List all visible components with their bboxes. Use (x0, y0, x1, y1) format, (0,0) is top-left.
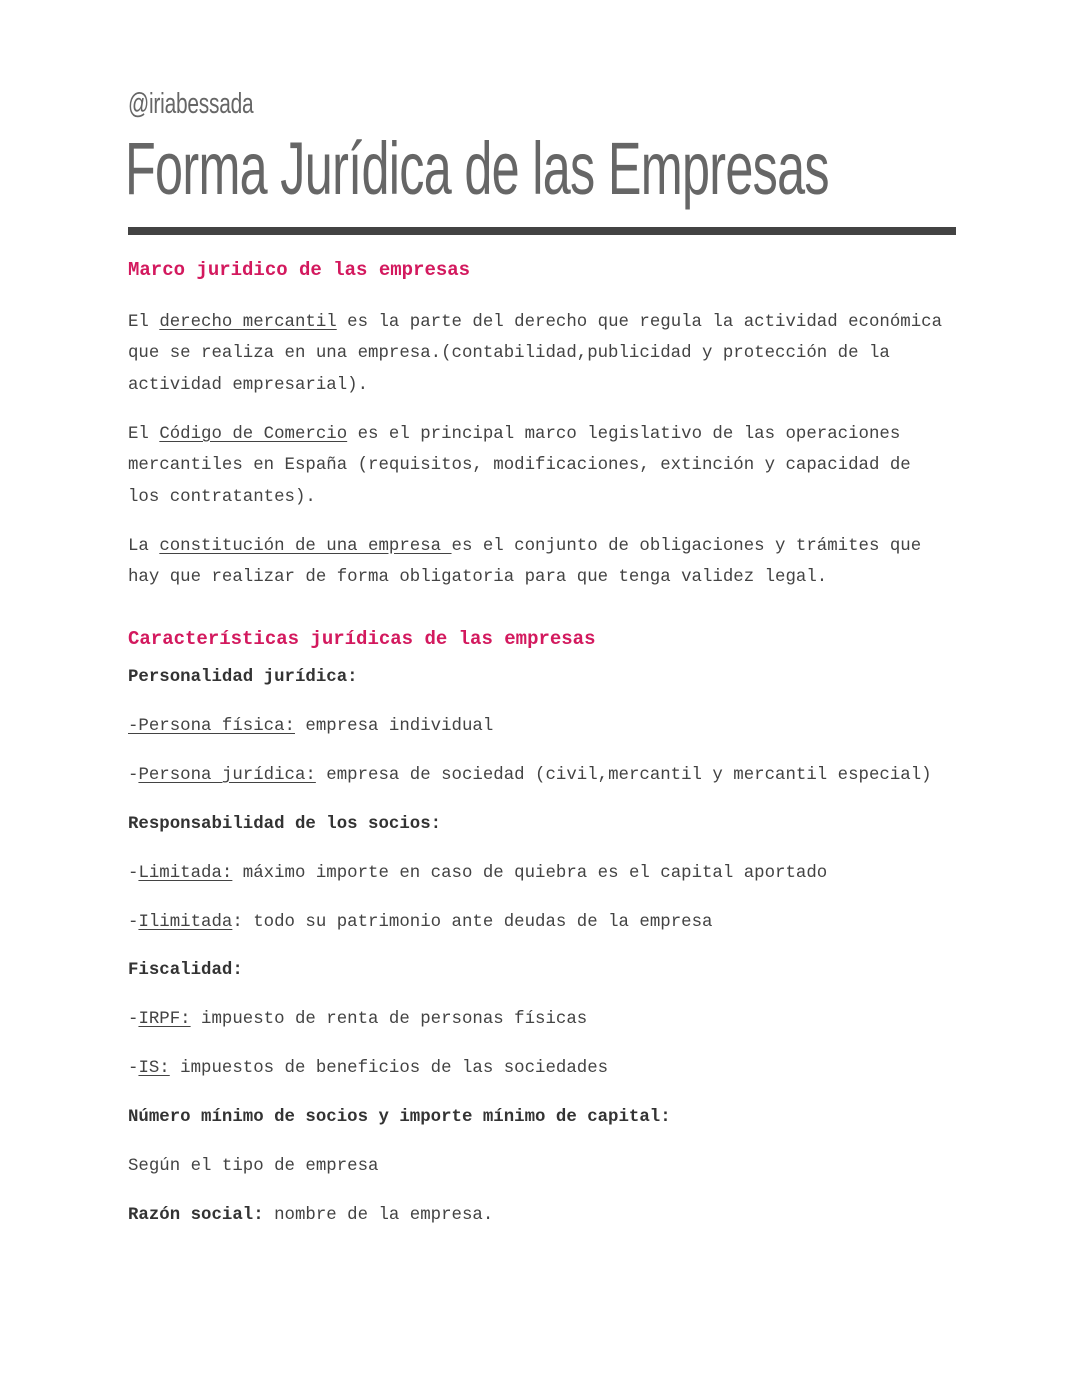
desc: empresa de sociedad (civil,mercantil y mercantil especial) (315, 766, 932, 785)
text: es el principal marco legislativo de las operaciones (347, 425, 901, 444)
text-segun-tipo: Según el tipo de empresa (128, 1157, 379, 1176)
list-item-ilimitada (128, 913, 712, 932)
list-item-persona-juridica (128, 766, 932, 785)
desc: impuesto de renta de personas físicas (190, 1010, 588, 1029)
paragraph-constitucion-empresa (128, 531, 968, 594)
paragraph-codigo-comercio (128, 419, 968, 513)
term-limitada: Limitada: (138, 864, 233, 883)
term-constitucion-empresa: constitución de una empresa (159, 537, 452, 556)
list-item-irpf (128, 1010, 587, 1029)
dash: - (128, 913, 139, 932)
text-line: que se realiza en una empresa.(contabilidad,publicidad y protección de la (128, 344, 890, 364)
term-ilimitada: Ilimitada (138, 913, 233, 932)
text: es la parte del derecho que regula la actividad económica (336, 313, 943, 332)
text: El (128, 425, 160, 444)
list-item-limitada (128, 864, 827, 883)
label-fiscalidad: Fiscalidad: (128, 961, 243, 980)
desc: máximo importe en caso de quiebra es el capital aportado (232, 864, 828, 883)
desc: impuestos de beneficios de las sociedades (169, 1059, 609, 1078)
term-derecho-mercantil: derecho mercantil (159, 313, 337, 332)
label-responsabilidad-socios: Responsabilidad de los socios: (128, 815, 442, 834)
label-razon-social: Razón social: (128, 1206, 264, 1225)
page-title: Forma Jurídica de las Empresas (125, 127, 829, 210)
text-line: hay que realizar de forma obligatoria para que tenga validez legal. (128, 568, 828, 588)
dash: - (128, 864, 139, 883)
term-irpf: IRPF: (138, 1010, 191, 1029)
list-item-is (128, 1059, 608, 1078)
text-line: los contratantes). (128, 487, 316, 507)
author-handle: @iriabessada (128, 88, 254, 120)
text-line: mercantiles en España (requisitos, modificaciones, extinción y capacidad de (128, 456, 911, 476)
term-persona-juridica: Persona jurídica: (138, 766, 316, 785)
dash: - (128, 766, 139, 785)
desc: nombre de la empresa. (263, 1206, 494, 1225)
text-line: actividad empresarial). (128, 375, 369, 395)
text: La (128, 537, 160, 556)
razon-social-line (128, 1206, 493, 1225)
section-heading-caracteristicas: Características jurídicas de las empresas (128, 628, 596, 650)
term-is: IS: (138, 1059, 170, 1078)
title-divider (128, 227, 956, 235)
text: El (128, 313, 160, 332)
term-persona-fisica: -Persona física: (128, 717, 295, 736)
section-heading-marco-juridico: Marco juridico de las empresas (128, 259, 471, 281)
dash: - (128, 1010, 139, 1029)
list-item-persona-fisica (128, 717, 493, 736)
desc: empresa individual (294, 717, 494, 736)
label-personalidad-juridica: Personalidad jurídica: (128, 668, 358, 687)
label-numero-minimo: Número mínimo de socios y importe mínimo de capital: (128, 1108, 671, 1127)
term-codigo-de-comercio: Código de Comercio (159, 425, 348, 444)
desc: : todo su patrimonio ante deudas de la empresa (232, 913, 713, 932)
paragraph-derecho-mercantil (128, 307, 968, 401)
text: es el conjunto de obligaciones y trámites que (451, 537, 922, 556)
dash: - (128, 1059, 139, 1078)
